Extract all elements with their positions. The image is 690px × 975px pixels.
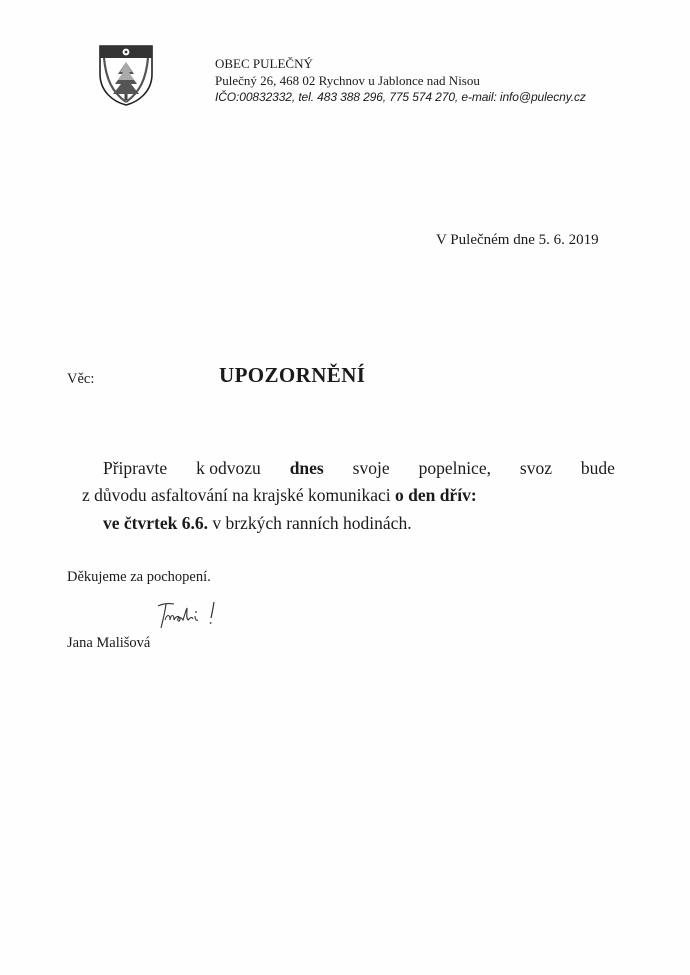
- body-text: z důvodu asfaltování na krajské komunikaci: [82, 485, 395, 505]
- municipality-name: OBEC PULEČNÝ: [215, 56, 313, 71]
- signer-name: Jana Mališová: [67, 635, 151, 651]
- body-word-emphasis: dnes: [289, 458, 324, 478]
- body-text: v brzkých ranních hodinách.: [207, 513, 412, 533]
- subject-title: UPOZORNĚNÍ: [219, 363, 366, 387]
- letter-date: V Pulečném dne 5. 6. 2019: [436, 232, 599, 248]
- body-line-3: [103, 513, 412, 534]
- municipality-contact: IČO:00832332, tel. 483 388 296, 775 574 270, e-mail: info@pulecny.cz: [215, 90, 586, 104]
- closing-text: Děkujeme za pochopení.: [67, 569, 211, 585]
- body-word: popelnice,: [418, 458, 491, 478]
- letterhead: [215, 55, 586, 106]
- body-word: bude: [580, 458, 615, 478]
- handwritten-signature: [152, 598, 222, 634]
- body-word: svoz: [519, 458, 552, 478]
- body-word: Připravte: [103, 458, 168, 478]
- body-text-emphasis: ve čtvrtek 6.6.: [103, 513, 208, 533]
- body-word: k odvozu: [196, 458, 261, 478]
- body-line-2: [82, 485, 477, 506]
- coat-of-arms-icon: [96, 44, 156, 106]
- body-line-1: [103, 458, 615, 479]
- municipality-address: Pulečný 26, 468 02 Rychnov u Jablonce nad Nisou: [215, 73, 480, 88]
- subject-label: Věc:: [67, 371, 95, 387]
- body-word: svoje: [352, 458, 390, 478]
- body-text-emphasis: o den dřív:: [394, 485, 477, 505]
